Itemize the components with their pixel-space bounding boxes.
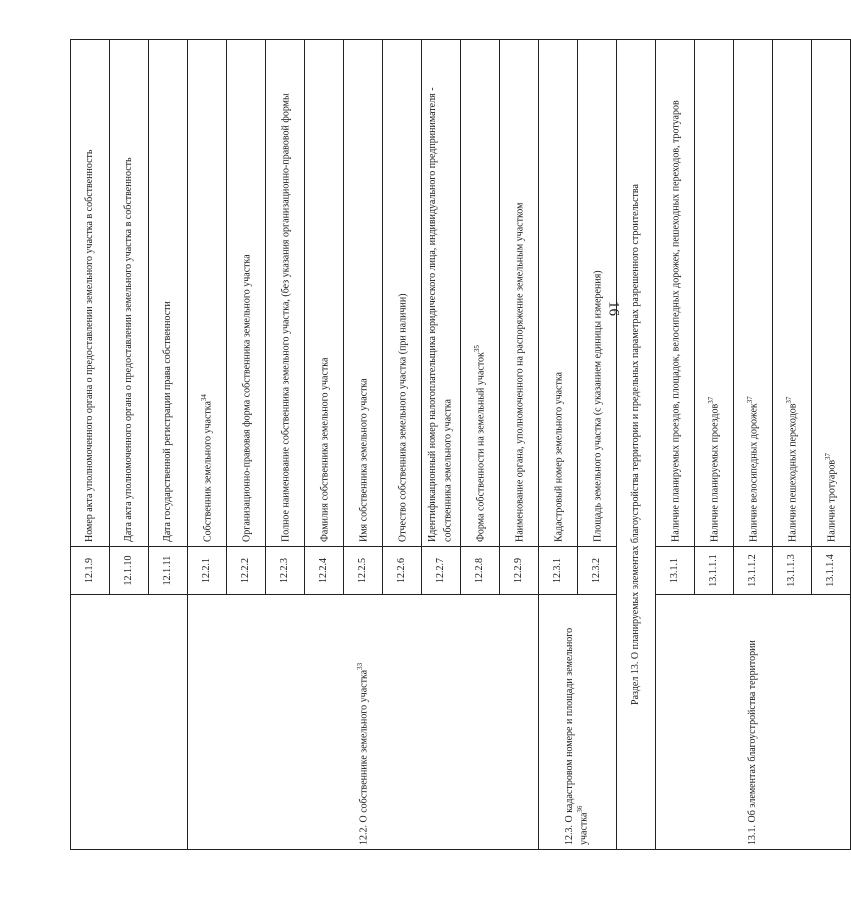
- row-description: Собственник земельного участка$^{34}$: [188, 40, 227, 547]
- table-row: [656, 40, 695, 850]
- row-code: 13.1.1.2: [734, 547, 773, 595]
- table-row: [71, 40, 110, 850]
- row-description: Наименование органа, уполномоченного на распоряжение земельным участком: [500, 40, 539, 547]
- row-description: Фамилия собственника земельного участка: [305, 40, 344, 547]
- row-code: 12.2.1: [188, 547, 227, 595]
- row-description: Форма собственности на земельный участок$^{35}$: [461, 40, 500, 547]
- row-code: 12.3.2: [578, 547, 617, 595]
- table-row: [539, 40, 578, 850]
- table-row: [617, 40, 656, 850]
- row-description: Наличие тротуаров$^{37}$: [812, 40, 851, 547]
- row-description: Имя собственника земельного участка: [344, 40, 383, 547]
- row-code: 12.2.4: [305, 547, 344, 595]
- section-cell-empty: [71, 595, 188, 850]
- row-description: Дата государственной регистрации права собственности: [149, 40, 188, 547]
- row-code: 13.1.1.4: [812, 547, 851, 595]
- row-description: Дата акта уполномоченного органа о предоставлении земельного участка в собственность: [110, 40, 149, 547]
- row-code: 12.2.7: [422, 547, 461, 595]
- row-description: Наличие велосипедных дорожек$^{37}$: [734, 40, 773, 547]
- row-code: 12.1.11: [149, 547, 188, 595]
- section-title-13-1: 13.1. Об элементах благоустройства территории: [656, 595, 851, 850]
- row-description: Номер акта уполномоченного органа о предоставлении земельного участка в собственность: [71, 40, 110, 547]
- row-description: Организационно-правовая форма собственника земельного участка: [227, 40, 266, 547]
- row-code: 13.1.1: [656, 547, 695, 595]
- row-code: 12.1.9: [71, 547, 110, 595]
- row-description: Наличие планируемых проездов, площадок, велосипедных дорожек, пешеходных переходов, тротуаров: [656, 40, 695, 547]
- row-description: Наличие планируемых проездов$^{37}$: [695, 40, 734, 547]
- row-description: Кадастровый номер земельного участка: [539, 40, 578, 547]
- row-description: Полное наименование собственника земельного участка, (без указания организационно-правовой формы: [266, 40, 305, 547]
- section-title-12-2: 12.2. О собственнике земельного участка$^{33}$: [188, 595, 539, 850]
- section-title-12-3: 12.3. О кадастровом номере и площади земельного участка$^{36}$: [539, 595, 617, 850]
- row-code: 12.2.3: [266, 547, 305, 595]
- row-code: 13.1.1.1: [695, 547, 734, 595]
- row-description: Идентификационный номер налогоплательщика юридического лица, индивидуального предпринимателя - собственника земельного участка: [422, 40, 461, 547]
- row-code: 13.1.1.3: [773, 547, 812, 595]
- row-code: 12.2.5: [344, 547, 383, 595]
- table-row: [188, 40, 227, 850]
- row-description: Площадь земельного участка (с указанием единицы измерения): [578, 40, 617, 547]
- page-number: 16: [605, 301, 622, 316]
- row-code: 12.2.2: [227, 547, 266, 595]
- row-code: 12.2.9: [500, 547, 539, 595]
- row-code: 12.1.10: [110, 547, 149, 595]
- section-13-heading: Раздел 13. О планируемых элементах благоустройства территории и предельных параметрах разрешенного строительства: [617, 40, 656, 850]
- row-description: Отчество собственника земельного участка (при наличии): [383, 40, 422, 547]
- row-code: 12.2.8: [461, 547, 500, 595]
- row-code: 12.3.1: [539, 547, 578, 595]
- row-description: Наличие пешеходных переходов$^{37}$: [773, 40, 812, 547]
- row-code: 12.2.6: [383, 547, 422, 595]
- data-table: [70, 39, 851, 850]
